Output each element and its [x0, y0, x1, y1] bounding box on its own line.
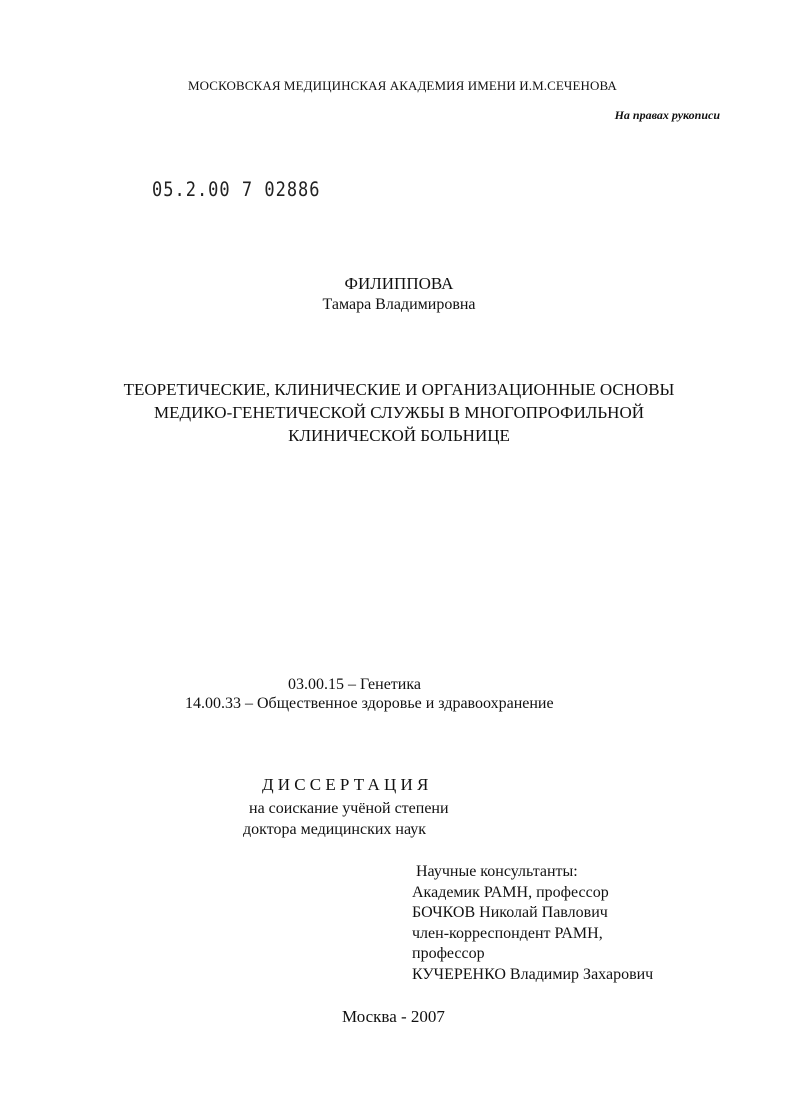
author-surname: ФИЛИППОВА — [344, 274, 454, 293]
degree-line: на соискание учёной степени — [249, 800, 449, 817]
author-given-name: Тамара Владимировна — [322, 296, 476, 313]
consultants-heading: Научные консультанты: — [416, 863, 578, 880]
scientific-consultants — [412, 862, 653, 985]
consultant-line: БОЧКОВ Николай Павлович — [412, 904, 608, 921]
title-line: МЕДИКО-ГЕНЕТИЧЕСКОЙ СЛУЖБЫ В МНОГОПРОФИЛЬНОЙ — [154, 403, 644, 422]
title-line: КЛИНИЧЕСКОЙ БОЛЬНИЦЕ — [288, 426, 510, 445]
consultant-line: профессор — [412, 945, 485, 962]
title-line: ТЕОРЕТИЧЕСКИЕ, КЛИНИЧЕСКИЕ И ОРГАНИЗАЦИОННЫЕ ОСНОВЫ — [123, 380, 675, 399]
institution-name: МОСКОВСКАЯ МЕДИЦИНСКАЯ АКАДЕМИЯ ИМЕНИ И.М.СЕЧЕНОВА — [188, 78, 617, 93]
registration-stamp: 05.2.00 7 02886 — [152, 178, 321, 202]
dissertation-heading: ДИССЕРТАЦИЯ — [262, 775, 433, 794]
specialty-genetics: 03.00.15 – Генетика — [288, 676, 421, 693]
degree-line: доктора медицинских наук — [243, 821, 427, 838]
manuscript-note: На правах рукописи — [614, 108, 720, 122]
consultant-line: Академик РАМН, профессор — [412, 883, 609, 901]
place-and-year: Москва - 2007 — [342, 1007, 445, 1026]
consultant-line: член-корреспондент РАМН, — [412, 924, 603, 942]
dissertation-title — [0, 378, 798, 447]
consultant-line: КУЧЕРЕНКО Владимир Захарович — [412, 965, 654, 983]
specialty-public-health: 14.00.33 – Общественное здоровье и здравоохранение — [185, 695, 554, 712]
